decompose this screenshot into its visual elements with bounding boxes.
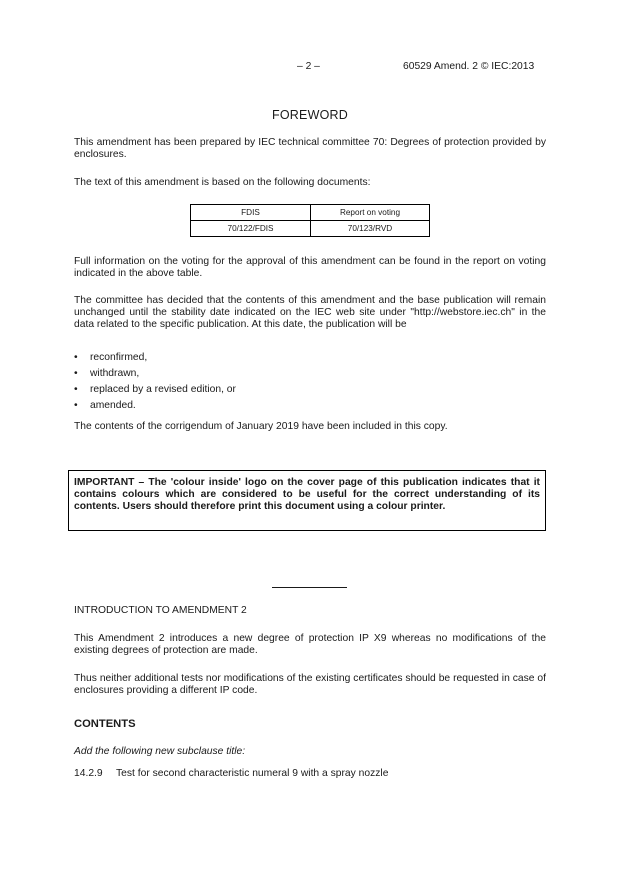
introduction-para-2: Thus neither additional tests nor modifications of the existing certificates should be requested in case of enclosures providing a different IP code. xyxy=(74,673,546,696)
committee-decision-text: The committee has decided that the contents of this amendment and the base publication will remain unchanged until the stability date indicated on the IEC web site under "http://webstore.iec.ch" in the data related to the specific publication. At this date, the publication will be xyxy=(74,295,546,330)
foreword-intro: This amendment has been prepared by IEC technical committee 70: Degrees of protection provided by enclosures. xyxy=(74,137,546,160)
table-header-cell: Report on voting xyxy=(311,205,430,221)
subclause-number: 14.2.9 xyxy=(74,768,103,779)
introduction-heading: INTRODUCTION TO AMENDMENT 2 xyxy=(74,605,247,616)
section-divider xyxy=(272,587,347,588)
table-header-row xyxy=(191,205,430,221)
corrigendum-text: The contents of the corrigendum of January 2019 have been included in this copy. xyxy=(74,421,448,432)
contents-instruction: Add the following new subclause title: xyxy=(74,746,246,757)
contents-heading: CONTENTS xyxy=(74,718,136,730)
based-on-text: The text of this amendment is based on the following documents: xyxy=(74,177,371,188)
page-number: – 2 – xyxy=(297,61,320,72)
document-reference: 60529 Amend. 2 © IEC:2013 xyxy=(403,61,535,72)
voting-documents-table xyxy=(190,204,430,237)
list-item: • withdrawn, xyxy=(74,368,546,384)
table-cell: 70/123/RVD xyxy=(311,221,430,237)
table-cell: 70/122/FDIS xyxy=(191,221,311,237)
table-header-cell: FDIS xyxy=(191,205,311,221)
introduction-para-1: This Amendment 2 introduces a new degree of protection IP X9 whereas no modifications of the existing degrees of protection are made. xyxy=(74,633,546,656)
subclause-title: Test for second characteristic numeral 9 with a spray nozzle xyxy=(116,768,389,779)
important-notice-box: IMPORTANT – The 'colour inside' logo on the cover page of this publication indicates that it contains colours which are considered to be useful for the correct understanding of its contents. Users should therefore print this document using a colour printer. xyxy=(68,470,546,531)
voting-info-text: Full information on the voting for the approval of this amendment can be found in the report on voting indicated in the above table. xyxy=(74,256,546,279)
list-item: • replaced by a revised edition, or xyxy=(74,384,546,400)
table-row xyxy=(191,221,430,237)
foreword-title: FOREWORD xyxy=(272,108,348,122)
publication-status-list xyxy=(74,352,546,416)
list-item: • reconfirmed, xyxy=(74,352,546,368)
list-item: • amended. xyxy=(74,400,546,416)
